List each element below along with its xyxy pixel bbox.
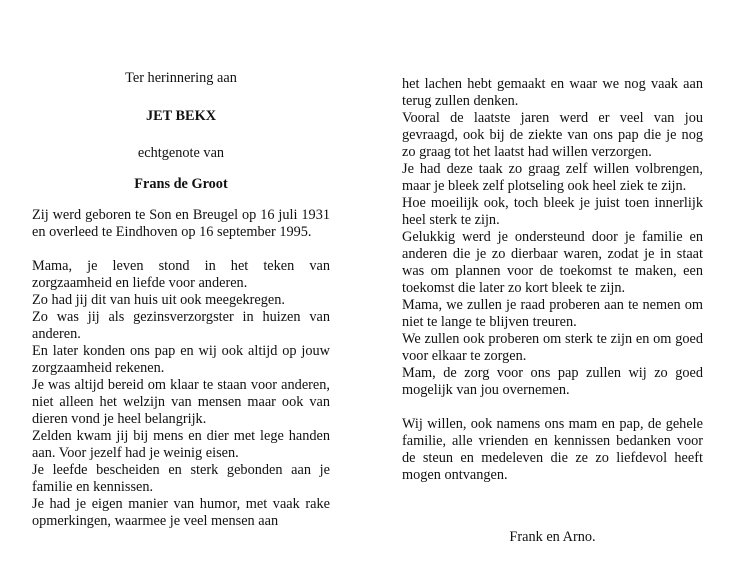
paragraph: En later konden ons pap en wij ook altijd op jouw zorgzaamheid rekenen. (32, 343, 330, 376)
closing-text: Wij willen, ook namens ons mam en pap, de gehele familie, alle vrienden en kennissen bedanken voor de steun en medeleven die ze zo liefdevol heeft mogen ontvangen. (402, 416, 703, 483)
left-body (32, 207, 330, 530)
paragraph: Je had je eigen manier van humor, met vaak rake opmerkingen, waarmee je veel mensen aan (32, 496, 330, 529)
paragraph: Je had deze taak zo graag zelf willen volbrengen, maar je bleek zelf plotseling ook heel ziek te zijn. (402, 161, 703, 194)
paragraph: Mam, de zorg voor ons pap zullen wij zo goed mogelijk van jou overnemen. (402, 365, 703, 398)
paragraph: Hoe moeilijk ook, toch bleek je juist toen innerlijk heel sterk te zijn. (402, 195, 703, 228)
paragraph: Zelden kwam jij bij mens en dier met lege handen aan. Voor jezelf had je weinig eisen. (32, 428, 330, 461)
paragraph: Zo was jij als gezinsverzorgster in huizen van anderen. (32, 309, 330, 342)
deceased-name: JET BEKX (145, 108, 217, 124)
signature: Frank en Arno. (509, 529, 596, 545)
paragraph: Gelukkig werd je ondersteund door je familie en anderen die je zo dierbaar waren, zodat je in staat was om plannen voor de toekomst te maken, een toekomst die later zo kort bleek te zijn. (402, 229, 703, 296)
paragraph: Vooral de laatste jaren werd er veel van jou gevraagd, ook bij de ziekte van ons pap die je nog zo graag tot het laatst had willen verzorgen. (402, 110, 703, 160)
paragraph: het lachen hebt gemaakt en waar we nog vaak aan terug zullen denken. (402, 76, 703, 109)
right-body (402, 76, 703, 484)
paragraph: Je leefde bescheiden en sterk gebonden aan je familie en kennissen. (32, 462, 330, 495)
paragraph: Mama, we zullen je raad proberen aan te nemen om niet te lange te blijven treuren. (402, 297, 703, 330)
intro-text: Ter herinnering aan (125, 70, 237, 86)
birth-death-text: Zij werd geboren te Son en Breugel op 16 juli 1931 en overleed te Eindhoven op 16 september 1995. (32, 207, 330, 240)
paragraph: Zo had jij dit van huis uit ook meegekregen. (32, 292, 285, 308)
paragraph: We zullen ook proberen om sterk te zijn en om goed voor elkaar te zorgen. (402, 331, 703, 364)
paragraph: Je was altijd bereid om klaar te staan voor anderen, niet alleen het welzijn van mensen maar ook van dieren vond je heel belangrijk. (32, 377, 330, 427)
spouse-name: Frans de Groot (134, 176, 228, 192)
relation-text: echtgenote van (137, 145, 225, 161)
paragraph: Mama, je leven stond in het teken van zorgzaamheid en liefde voor anderen. (32, 258, 330, 291)
